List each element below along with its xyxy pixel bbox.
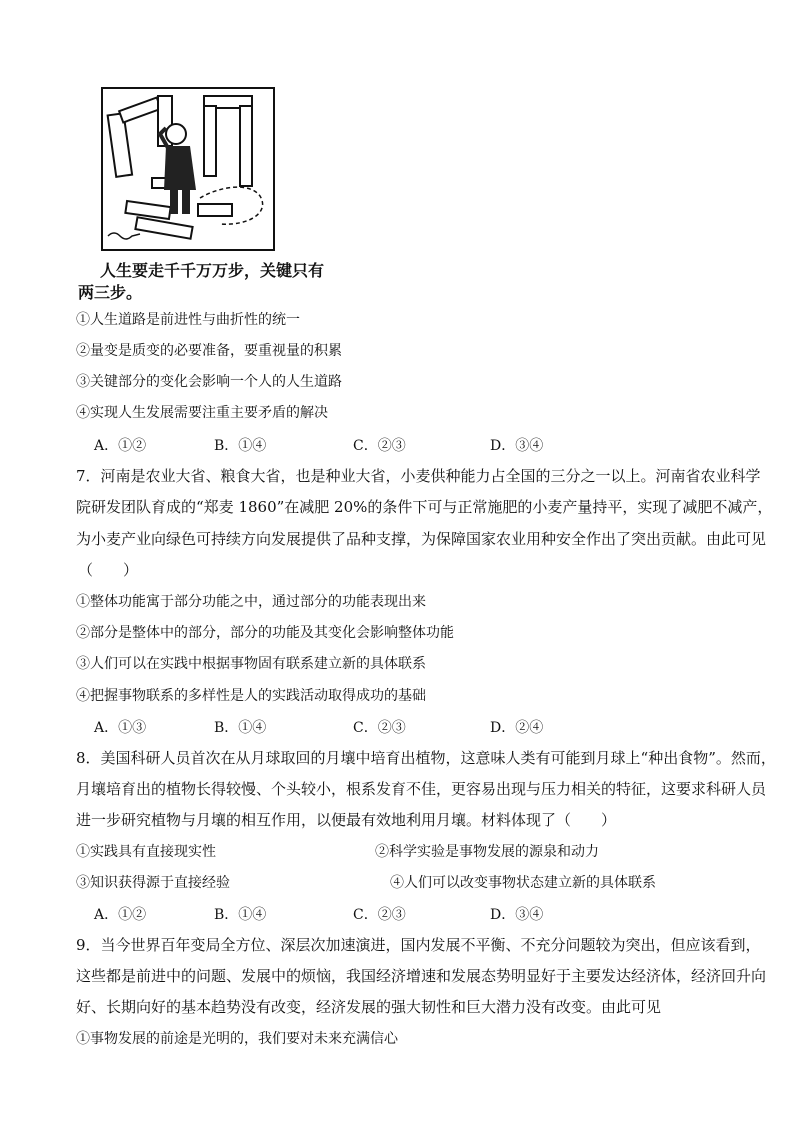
- q7-option-d[interactable]: D．②④: [490, 720, 544, 736]
- q7-option-b[interactable]: B．①④: [214, 720, 267, 736]
- q9-statement-1: ①事物发展的前途是光明的，我们要对未来充满信心: [76, 1031, 398, 1047]
- cartoon-illustration: [100, 86, 276, 256]
- q8-option-a[interactable]: A．①②: [94, 907, 147, 923]
- q8-statement-1: ①实践具有直接现实性: [76, 844, 216, 860]
- q8-option-d[interactable]: D．③④: [490, 907, 544, 923]
- caption-line-2: 两三步。: [78, 283, 143, 302]
- q7-answer-blank: （ ）: [78, 561, 139, 579]
- q8-stem-line-3: 进一步研究植物与月壤的相互作用，以便最有效地利用月壤。材料体现了（ ）: [76, 811, 617, 829]
- q6-statement-2: ②量变是质变的必要准备，要重视量的积累: [76, 343, 342, 359]
- q6-statement-3: ③关键部分的变化会影响一个人的人生道路: [76, 374, 342, 390]
- q8-statement-4: ④人们可以改变事物状态建立新的具体联系: [390, 875, 656, 891]
- q8-option-b[interactable]: B．①④: [214, 907, 267, 923]
- q7-statement-4: ④把握事物联系的多样性是人的实践活动取得成功的基础: [76, 688, 426, 704]
- caption-line-1: 人生要走千千万万步，关键只有: [100, 261, 325, 280]
- q6-option-b[interactable]: B．①④: [214, 438, 267, 454]
- q6-option-a[interactable]: A．①②: [94, 438, 147, 454]
- cartoon-drawing: [100, 86, 276, 256]
- q7-statement-3: ③人们可以在实践中根据事物固有联系建立新的具体联系: [76, 656, 426, 672]
- q8-statement-2: ②科学实验是事物发展的源泉和动力: [375, 844, 599, 860]
- q6-statement-4: ④实现人生发展需要注重主要矛盾的解决: [76, 405, 328, 421]
- q7-statement-2: ②部分是整体中的部分，部分的功能及其变化会影响整体功能: [76, 625, 454, 641]
- q7-stem-line-2: 院研发团队育成的“郑麦 1860”在减肥 20%的条件下可与正常施肥的小麦产量持平，实现了减肥不减产，: [76, 498, 773, 516]
- cartoon-caption: [78, 260, 338, 304]
- q6-option-d[interactable]: D．③④: [490, 438, 544, 454]
- q8-statement-3: ③知识获得源于直接经验: [76, 875, 230, 891]
- q7-stem-line-3: 为小麦产业向绿色可持续方向发展提供了品种支撑，为保障国家农业用种安全作出了突出贡献。由此可见: [76, 530, 767, 548]
- q7-option-a[interactable]: A．①③: [94, 720, 147, 736]
- q9-stem-line-3: 好、长期向好的基本趋势没有改变，经济发展的强大韧性和巨大潜力没有改变。由此可见: [76, 998, 662, 1016]
- q7-stem-line-1: 7．河南是农业大省、粮食大省，也是种业大省，小麦供种能力占全国的三分之一以上。河南省农业科学: [76, 467, 761, 485]
- q8-stem-line-2: 月壤培育出的植物长得较慢、个头较小，根系发育不佳，更容易出现与压力相关的特征，这要求科研人员: [76, 780, 767, 798]
- q6-statement-1: ①人生道路是前进性与曲折性的统一: [76, 312, 300, 328]
- q6-option-c[interactable]: C．②③: [353, 438, 406, 454]
- q9-stem-line-2: 这些都是前进中的问题、发展中的烦恼，我国经济增速和发展态势明显好于主要发达经济体，经济回升向: [76, 967, 767, 985]
- q7-statement-1: ①整体功能寓于部分功能之中，通过部分的功能表现出来: [76, 594, 426, 610]
- q7-option-c[interactable]: C．②③: [353, 720, 406, 736]
- q9-stem-line-1: 9．当今世界百年变局全方位、深层次加速演进，国内发展不平衡、不充分问题较为突出，但应该看到，: [76, 936, 761, 954]
- q8-stem-line-1: 8．美国科研人员首次在从月球取回的月壤中培育出植物，这意味人类有可能到月球上“种出食物”。然而，: [76, 749, 776, 767]
- q8-option-c[interactable]: C．②③: [353, 907, 406, 923]
